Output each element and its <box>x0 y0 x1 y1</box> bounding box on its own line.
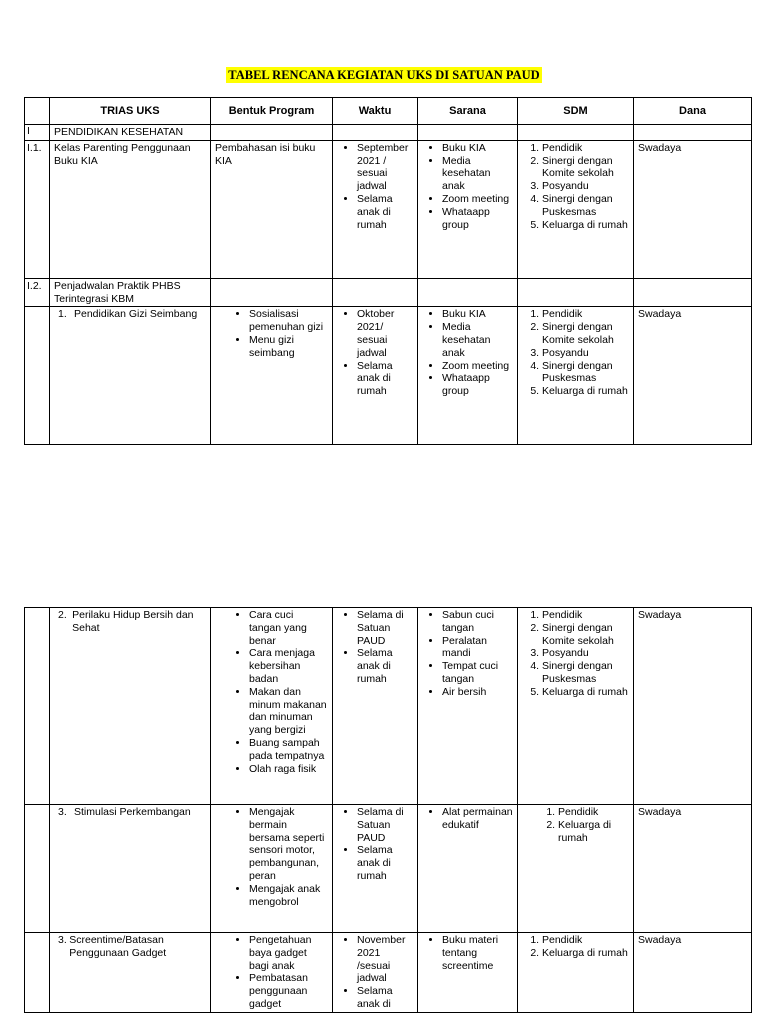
list-item: • Selama di Satuan PAUD <box>357 806 413 844</box>
header-dana: Dana <box>634 98 752 125</box>
waktu-cell <box>333 608 418 805</box>
list-item: • Selama anak di rumah <box>357 193 413 231</box>
list-item: • Selama anak di <box>357 985 413 1011</box>
table-row <box>25 307 752 445</box>
list-item: • Cara cuci tangan yang benar <box>249 609 328 647</box>
list-item: • Pembatasan penggunaan gadget <box>249 972 328 1010</box>
list-item: • Sabun cuci tangan <box>442 609 513 635</box>
list-item: • Buku KIA <box>442 308 513 321</box>
list-item: 1. Pendidik <box>542 142 629 155</box>
dana-cell: Swadaya <box>634 805 752 933</box>
list-item: 2. Sinergi dengan Komite sekolah <box>542 155 629 181</box>
sarana-cell <box>418 608 518 805</box>
document-title <box>0 66 768 84</box>
sdm-cell <box>518 805 634 933</box>
list-item: 4. Sinergi dengan Puskesmas <box>542 193 629 219</box>
header-waktu: Waktu <box>333 98 418 125</box>
list-item: 4. Sinergi dengan Puskesmas <box>542 660 629 686</box>
list-item: • Selama anak di rumah <box>357 360 413 398</box>
waktu-cell <box>333 307 418 445</box>
row-no: I.2. <box>25 278 50 307</box>
sdm-cell <box>518 140 634 278</box>
list-item: 2. Keluarga di rumah <box>558 819 629 845</box>
sdm-cell <box>518 307 634 445</box>
list-item: • Mengajak bermain bersama seperti sensori motor, pembangunan, peran <box>249 806 328 883</box>
sdm-cell <box>518 933 634 1013</box>
program-cell <box>211 608 333 805</box>
program-cell <box>211 307 333 445</box>
list-item: 2. Sinergi dengan Komite sekolah <box>542 321 629 347</box>
list-item: • Media kesehatan anak <box>442 155 513 193</box>
sarana-cell <box>418 805 518 933</box>
trias-cell: Penjadwalan Praktik PHBS Terintegrasi KBM <box>50 278 211 307</box>
table-row <box>25 805 752 933</box>
list-item: • Buang sampah pada tempatnya <box>249 737 328 763</box>
waktu-cell <box>333 933 418 1013</box>
section-row <box>25 125 752 141</box>
list-item: • November 2021 /sesuai jadwal <box>357 934 413 985</box>
table-row <box>25 278 752 307</box>
list-item: 2. Keluarga di rumah <box>542 947 629 960</box>
list-item: 3. Posyandu <box>542 347 629 360</box>
list-item: • Zoom meeting <box>442 360 513 373</box>
sarana-cell <box>418 140 518 278</box>
list-item: • September 2021 / sesuai jadwal <box>357 142 413 193</box>
list-item: 1. Pendidik <box>558 806 629 819</box>
dana-cell: Swadaya <box>634 608 752 805</box>
trias-cell: 3. Stimulasi Perkembangan <box>50 805 211 933</box>
program-cell <box>211 933 333 1013</box>
list-item: 5. Keluarga di rumah <box>542 686 629 699</box>
header-sarana: Sarana <box>418 98 518 125</box>
list-item: • Selama di Satuan PAUD <box>357 609 413 647</box>
list-item: 5. Keluarga di rumah <box>542 219 629 232</box>
list-item: • Pengetahuan baya gadget bagi anak <box>249 934 328 972</box>
trias-cell: 3. Screentime/Batasan Penggunaan Gadget <box>50 933 211 1013</box>
list-item: • Zoom meeting <box>442 193 513 206</box>
table-row <box>25 608 752 805</box>
list-item: • Sosialisasi pemenuhan gizi <box>249 308 328 334</box>
header-sdm: SDM <box>518 98 634 125</box>
program-cell <box>211 805 333 933</box>
list-item: 5. Keluarga di rumah <box>542 385 629 398</box>
list-item: • Olah raga fisik <box>249 763 328 776</box>
list-item: • Peralatan mandi <box>442 635 513 661</box>
list-item: • Cara menjaga kebersihan badan <box>249 647 328 685</box>
dana-cell: Swadaya <box>634 140 752 278</box>
sarana-cell <box>418 307 518 445</box>
header-row <box>25 98 752 125</box>
list-item: • Whataapp group <box>442 372 513 398</box>
trias-cell: 2. Perilaku Hidup Bersih dan Sehat <box>50 608 211 805</box>
list-item: • Makan dan minum makanan dan minuman yang bergizi <box>249 686 328 737</box>
list-item: • Tempat cuci tangan <box>442 660 513 686</box>
list-item: 1. Pendidik <box>542 934 629 947</box>
plan-table-page1 <box>24 97 752 445</box>
list-item: • Mengajak anak mengobrol <box>249 883 328 909</box>
list-item: • Air bersih <box>442 686 513 699</box>
plan-table-page2 <box>24 607 752 1013</box>
document-title-text: TABEL RENCANA KEGIATAN UKS DI SATUAN PAUD <box>228 68 540 82</box>
table-row <box>25 140 752 278</box>
list-item: 2. Sinergi dengan Komite sekolah <box>542 622 629 648</box>
waktu-cell <box>333 805 418 933</box>
list-item: 1. Pendidik <box>542 609 629 622</box>
list-item: 3. Posyandu <box>542 647 629 660</box>
list-item: • Buku KIA <box>442 142 513 155</box>
list-item: 4. Sinergi dengan Puskesmas <box>542 360 629 386</box>
row-no: I.1. <box>25 140 50 278</box>
dana-cell: Swadaya <box>634 933 752 1013</box>
list-item: • Alat permainan edukatif <box>442 806 513 832</box>
list-item: 3. Posyandu <box>542 180 629 193</box>
list-item: • Buku materi tentang screentime <box>442 934 513 972</box>
header-trias: TRIAS UKS <box>50 98 211 125</box>
sdm-cell <box>518 608 634 805</box>
trias-cell: Kelas Parenting Penggunaan Buku KIA <box>50 140 211 278</box>
list-item: • Menu gizi seimbang <box>249 334 328 360</box>
list-item: 1. Pendidik <box>542 308 629 321</box>
header-no <box>25 98 50 125</box>
list-item: • Oktober 2021/ sesuai jadwal <box>357 308 413 359</box>
sarana-cell <box>418 933 518 1013</box>
header-program: Bentuk Program <box>211 98 333 125</box>
trias-cell: 1. Pendidikan Gizi Seimbang <box>50 307 211 445</box>
list-item: • Selama anak di rumah <box>357 647 413 685</box>
dana-cell: Swadaya <box>634 307 752 445</box>
section-no: I <box>25 125 50 141</box>
section-label: PENDIDIKAN KESEHATAN <box>50 125 211 141</box>
list-item: • Selama anak di rumah <box>357 844 413 882</box>
list-item: • Whataapp group <box>442 206 513 232</box>
waktu-cell <box>333 140 418 278</box>
list-item: • Media kesehatan anak <box>442 321 513 359</box>
table-row <box>25 933 752 1013</box>
program-cell: Pembahasan isi buku KIA <box>211 140 333 278</box>
